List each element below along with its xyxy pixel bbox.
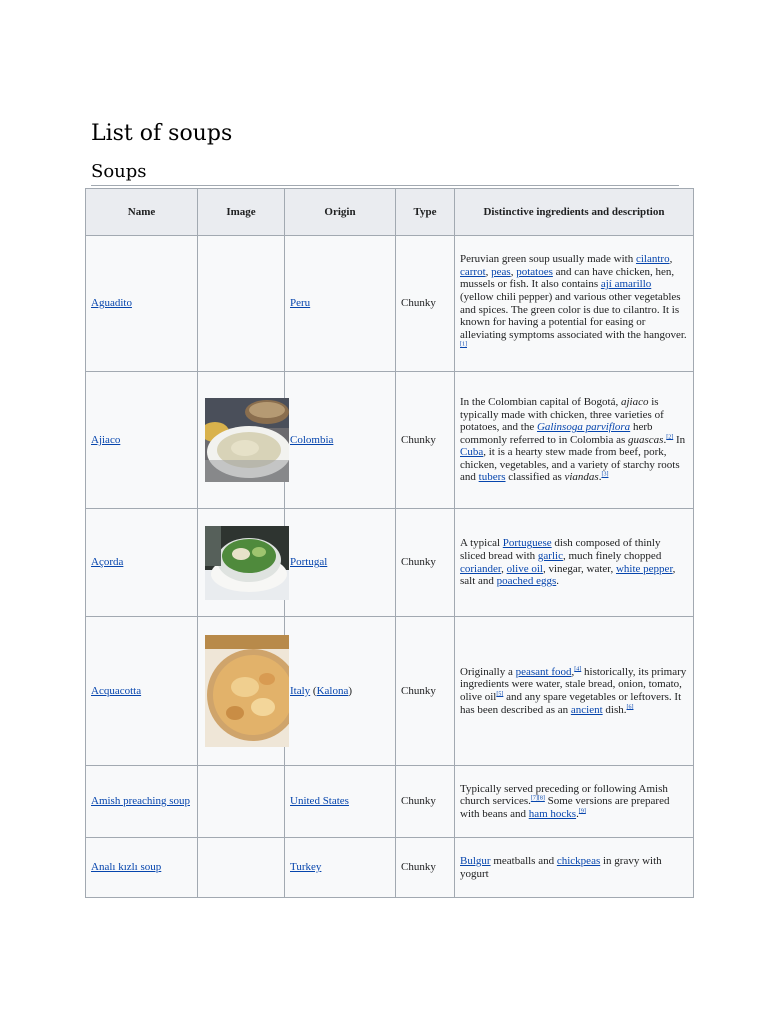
- soup-name-cell: [86, 236, 198, 372]
- acquacotta-photo[interactable]: [205, 635, 289, 747]
- ingredient-link[interactable]: ají amarillo: [600, 278, 652, 291]
- soup-type-cell: Chunky: [396, 372, 455, 509]
- soup-origin-cell: Italy (Kalona): [285, 617, 396, 766]
- soup-origin-cell: [285, 372, 396, 509]
- table-row: [86, 509, 694, 617]
- ingredient-link[interactable]: ancient: [570, 703, 603, 716]
- header-type: Type: [396, 189, 455, 236]
- soup-image-cell: [198, 838, 285, 898]
- soup-image-cell: [198, 509, 285, 617]
- country-link[interactable]: Portuguese: [502, 537, 552, 550]
- header-name: Name: [86, 189, 198, 236]
- soup-name-link[interactable]: Ajiaco: [91, 433, 121, 446]
- citation-link[interactable]: [1]: [460, 341, 467, 348]
- ingredient-link[interactable]: potatoes: [516, 265, 553, 278]
- header-origin: Origin: [285, 189, 396, 236]
- soup-type-cell: Chunky: [396, 838, 455, 898]
- citation-link[interactable]: [7][8]: [530, 795, 545, 802]
- table-row: [86, 372, 694, 509]
- ingredient-link[interactable]: tubers: [478, 471, 506, 484]
- soup-name-link[interactable]: Analı kızlı soup: [91, 861, 162, 874]
- soup-image-cell: [198, 766, 285, 838]
- header-image: Image: [198, 189, 285, 236]
- soup-type-cell: Chunky: [396, 236, 455, 372]
- soup-name-cell: [86, 838, 198, 898]
- soup-origin-cell: [285, 509, 396, 617]
- soup-description-cell: In the Colombian capital of Bogotá, ajiaco is typically made with chicken, three varieties of potatoes, and the Galinsoga parviflora herb commonly referred to in Colombia as guascas.[2] In Cuba, it is a hearty stew made from beef, pork, chicken, vegetables, and a variety of starchy roots and tubers classified as viandas.[3]: [455, 372, 694, 509]
- citation-link[interactable]: [2]: [666, 434, 674, 441]
- soup-description-cell: Originally a peasant food,[4] historically, its primary ingredients were water, stale bread, onion, tomato, olive oil[5] and any spare vegetables or leftovers. It has been described as an ancient dish.[6]: [455, 617, 694, 766]
- soup-name-link[interactable]: Amish preaching soup: [91, 795, 190, 808]
- soup-name-link[interactable]: Aguadito: [91, 297, 132, 310]
- ingredient-link[interactable]: ham hocks: [528, 807, 577, 820]
- acorda-photo[interactable]: [205, 526, 289, 600]
- origin-link[interactable]: Kalona: [316, 684, 349, 697]
- ingredient-link[interactable]: Galinsoga parviflora: [536, 421, 631, 434]
- soup-description-cell: Peruvian green soup usually made with cilantro, carrot, peas, potatoes and can have chicken, hen, mussels or fish. It also contains ají amarillo (yellow chili pepper) and various other vegetables and spices. The green color is due to cilantro. It is known for having a potential for easing or alleviating symptoms associated with the hangover.[1]: [455, 236, 694, 372]
- table-row: [86, 838, 694, 898]
- soup-description-cell: Typically served preceding or following Amish church services.[7][8] Some versions are prepared with beans and ham hocks.[9]: [455, 766, 694, 838]
- section-heading-soups: Soups: [91, 159, 679, 186]
- origin-link[interactable]: Turkey: [290, 861, 322, 874]
- table-row: [86, 766, 694, 838]
- table-row: [86, 236, 694, 372]
- ingredient-link[interactable]: coriander: [460, 562, 502, 575]
- header-description: Distinctive ingredients and description: [455, 189, 694, 236]
- soup-origin-cell: [285, 766, 396, 838]
- origin-link[interactable]: Colombia: [290, 433, 334, 446]
- origin-link[interactable]: Portugal: [290, 556, 328, 569]
- soup-name-cell: [86, 372, 198, 509]
- country-link[interactable]: Cuba: [460, 446, 484, 459]
- soup-type-cell: Chunky: [396, 766, 455, 838]
- soup-name-cell: [86, 617, 198, 766]
- ingredient-link[interactable]: olive oil: [506, 562, 543, 575]
- soup-name-link[interactable]: Acquacotta: [91, 684, 142, 697]
- soup-description-cell: Bulgur meatballs and chickpeas in gravy with yogurt: [455, 838, 694, 898]
- citation-link[interactable]: [5]: [496, 691, 504, 698]
- ingredient-link[interactable]: garlic: [537, 549, 563, 562]
- citation-link[interactable]: [4]: [574, 666, 582, 673]
- soup-image-cell: [198, 617, 285, 766]
- soup-name-link[interactable]: Açorda: [91, 556, 124, 569]
- ingredient-link[interactable]: chickpeas: [556, 854, 601, 867]
- soup-type-cell: Chunky: [396, 617, 455, 766]
- table-header-row: [86, 189, 694, 236]
- page-title: List of soups: [91, 121, 233, 146]
- soup-origin-cell: [285, 838, 396, 898]
- origin-link[interactable]: Italy: [290, 684, 311, 697]
- citation-link[interactable]: [3]: [601, 471, 609, 478]
- ingredient-link[interactable]: white pepper: [615, 562, 673, 575]
- soup-name-cell: [86, 766, 198, 838]
- soup-name-cell: [86, 509, 198, 617]
- ingredient-link[interactable]: poached eggs: [496, 575, 557, 588]
- soup-image-cell: [198, 236, 285, 372]
- origin-link[interactable]: United States: [290, 795, 349, 808]
- citation-link[interactable]: [6]: [626, 703, 634, 710]
- ingredient-link[interactable]: peasant food: [515, 665, 572, 678]
- soup-description-cell: A typical Portuguese dish composed of thinly sliced bread with garlic, much finely chopped coriander, olive oil, vinegar, water, white pepper, salt and poached eggs.: [455, 509, 694, 617]
- citation-link[interactable]: [9]: [578, 808, 586, 815]
- ingredient-link[interactable]: peas: [491, 265, 511, 278]
- ajiaco-photo[interactable]: [205, 398, 289, 482]
- origin-link[interactable]: Peru: [290, 297, 311, 310]
- ingredient-link[interactable]: Bulgur: [460, 854, 491, 867]
- soups-table: [85, 188, 694, 898]
- ingredient-link[interactable]: carrot: [460, 265, 486, 278]
- ingredient-link[interactable]: cilantro: [635, 253, 670, 266]
- soup-type-cell: Chunky: [396, 509, 455, 617]
- soup-origin-cell: [285, 236, 396, 372]
- soup-image-cell: [198, 372, 285, 509]
- table-row: [86, 617, 694, 766]
